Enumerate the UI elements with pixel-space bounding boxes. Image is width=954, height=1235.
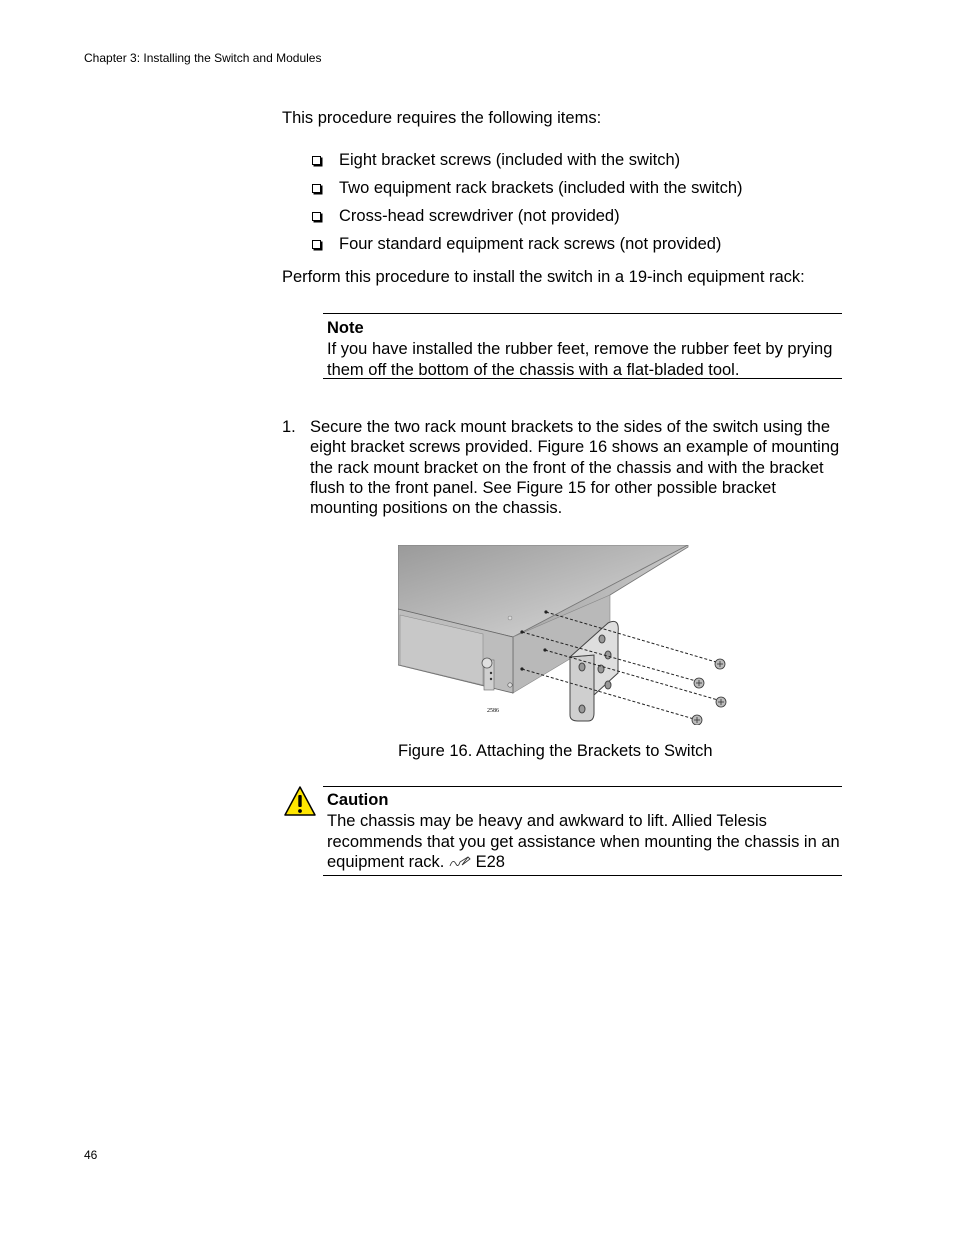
caution-body: The chassis may be heavy and awkward to lift. Allied Telesis recommends that you get assistance when mounting the chassis in an equipment rack. [327,812,840,871]
procedure-intro: Perform this procedure to install the switch in a 19-inch equipment rack: [282,268,805,286]
required-items-list [310,146,743,258]
page-number: 46 [84,1148,98,1162]
checkbox-bullet-icon [312,184,321,193]
figure-caption: Figure 16. Attaching the Brackets to Switch [398,742,713,760]
caution-title: Caution [327,791,389,809]
list-item-text: Eight bracket screws (included with the switch) [339,150,681,169]
list-item-text: Cross-head screwdriver (not provided) [339,206,620,225]
caution-text [327,811,842,873]
warning-triangle-icon [283,785,317,817]
checkbox-bullet-icon [312,156,321,165]
checkbox-bullet-icon [312,212,321,221]
screw-icon [716,697,726,707]
chapter-header: Chapter 3: Installing the Switch and Modules [84,51,322,65]
note-title: Note [327,319,364,337]
checkbox-bullet-icon [312,240,321,249]
step-text: Secure the two rack mount brackets to the sides of the switch using the eight bracket screws provided. Figure 16 shows an example of mounting the rack mount bracket on the front of the chassis and with the bracket flush to the front panel. See Figure 15 for other possible bracket mounting positions on the chassis. [310,418,840,518]
step-number: 1. [282,418,296,436]
note-text: If you have installed the rubber feet, remove the rubber feet by prying them off the bottom of the chassis with a flat-bladed tool. [327,340,833,379]
list-item-text: Four standard equipment rack screws (not provided) [339,234,722,253]
caution-code: E28 [475,853,505,871]
screw-icon [694,678,704,688]
list-item [310,146,743,174]
figure-id-label: 2586 [487,708,499,714]
list-item [310,174,743,202]
list-item [310,202,743,230]
note-box [323,313,842,379]
screw-icon [692,715,702,725]
list-item-text: Two equipment rack brackets (included with the switch) [339,178,743,197]
list-item [310,230,743,258]
pen-icon [449,856,471,868]
caution-box [323,786,842,876]
screw-icon [715,659,725,669]
intro-text: This procedure requires the following items: [282,109,602,127]
bracket-attachment-figure [398,545,728,725]
